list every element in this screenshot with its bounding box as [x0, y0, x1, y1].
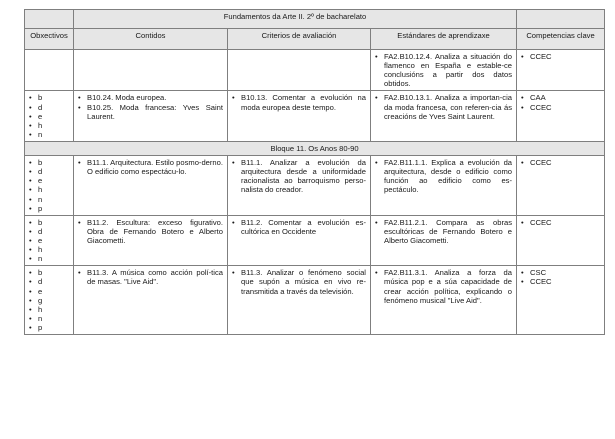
standard-text: • FA2.B11.3.1. Analiza a forza da música pop e a súa capacidade de crear acción política, explicando o fenómeno musical "Live Aid". [375, 268, 512, 304]
objective-item: • e [29, 112, 69, 121]
header-contents: Contidos [74, 29, 228, 50]
standard-list [375, 52, 512, 88]
criterion-cell [228, 156, 371, 216]
table-row [25, 156, 605, 216]
header-criteria: Criterios de avaliación [228, 29, 371, 50]
standard-cell [371, 50, 517, 91]
competence-cell [517, 215, 605, 266]
competence-item: • CSC [521, 268, 600, 277]
objective-cell [25, 156, 74, 216]
criterion-list [232, 158, 366, 194]
objective-cell [25, 215, 74, 266]
block-title: Bloque 11. Os Anos 80-90 [25, 141, 605, 155]
table-row [25, 50, 605, 91]
table-title: Fundamentos da Arte II. 2º de bacharelato [74, 10, 517, 29]
objective-item: • h [29, 185, 69, 194]
competence-cell [517, 50, 605, 91]
objective-item: • h [29, 305, 69, 314]
criterion-item: • B11.1. Analizar a evolución da arquitectura desde a uniformidade racionalista ao barroquismo perso-nalista do creador. [232, 158, 366, 194]
objective-item: • b [29, 93, 69, 102]
header-standards: Estándares de aprendizaxe [371, 29, 517, 50]
objective-item: • e [29, 236, 69, 245]
objective-item: • n [29, 130, 69, 139]
competence-cell [517, 91, 605, 142]
objective-item: • p [29, 204, 69, 213]
objective-item: • e [29, 287, 69, 296]
competence-list [521, 93, 600, 111]
objective-item: • e [29, 176, 69, 185]
objective-list [29, 218, 69, 264]
objective-cell [25, 91, 74, 142]
content-list [78, 93, 223, 120]
standard-cell [371, 266, 517, 335]
criterion-cell [228, 215, 371, 266]
standard-text: • FA2.B10.13.1. Analiza a importan-cia da moda francesa, con referen-cia ás creacións de Yves Saint Laurent. [375, 93, 512, 120]
objective-item: • d [29, 167, 69, 176]
criterion-item: • B10.13. Comentar a evolución na moda europea deste tempo. [232, 93, 366, 111]
competence-cell [517, 266, 605, 335]
competence-item: • CAA [521, 93, 600, 102]
table-body-block-11 [25, 156, 605, 335]
content-cell [74, 50, 228, 91]
header-objectives: Obxectivos [25, 29, 74, 50]
criterion-cell [228, 266, 371, 335]
content-cell [74, 215, 228, 266]
objective-cell [25, 50, 74, 91]
standard-list [375, 158, 512, 194]
objective-item: • b [29, 158, 69, 167]
criterion-item: • B11.2. Comentar a evolución es-cultórica en Occidente [232, 218, 366, 236]
competence-cell [517, 156, 605, 216]
standard-list [375, 218, 512, 245]
criterion-list [232, 268, 366, 295]
empty-corner-cell [25, 10, 74, 29]
objective-item: • n [29, 195, 69, 204]
table-body-block-10 [25, 50, 605, 142]
standard-cell [371, 156, 517, 216]
content-list [78, 218, 223, 245]
competence-item: • CCEC [521, 218, 600, 227]
content-item: • B10.24. Moda europea. [78, 93, 223, 102]
standard-text: • FA2.B11.1.1. Explica a evolución da arquitectura, desde o edificio como función ao edificio como es-pectáculo. [375, 158, 512, 194]
competence-item: • CCEC [521, 52, 600, 61]
competence-item: • CCEC [521, 103, 600, 112]
criterion-cell [228, 50, 371, 91]
competence-list [521, 158, 600, 167]
curriculum-table [24, 9, 605, 335]
objective-item: • p [29, 323, 69, 332]
objective-item: • d [29, 277, 69, 286]
header-competences: Competencias clave [517, 29, 605, 50]
table-row [25, 266, 605, 335]
content-list [78, 268, 223, 286]
competence-item: • CCEC [521, 277, 600, 286]
standard-text: • FA2.B11.2.1. Compara as obras escultóricas de Fernando Botero e Alberto Giacometti. [375, 218, 512, 245]
content-item: • B11.1. Arquitectura. Estilo posmo-derno. O edificio como espectácu-lo. [78, 158, 223, 176]
criterion-list [232, 93, 366, 111]
criterion-cell [228, 91, 371, 142]
criterion-list [232, 218, 366, 236]
criterion-item: • B11.3. Analizar o fenómeno social que supón a música en vivo re-transmitida a través da televisión. [232, 268, 366, 295]
objective-list [29, 93, 69, 139]
competence-list [521, 52, 600, 61]
competence-list [521, 268, 600, 286]
objective-item: • d [29, 227, 69, 236]
content-item: • B10.25. Moda francesa: Yves Saint Laurent. [78, 103, 223, 121]
content-cell [74, 156, 228, 216]
content-item: • B11.2. Escultura: exceso figurativo. Obra de Fernando Botero e Alberto Giacometti. [78, 218, 223, 245]
objective-item: • h [29, 121, 69, 130]
standard-list [375, 93, 512, 120]
table-row [25, 215, 605, 266]
objective-item: • n [29, 254, 69, 263]
empty-corner-cell [517, 10, 605, 29]
objective-item: • n [29, 314, 69, 323]
objective-item: • g [29, 296, 69, 305]
content-list [78, 158, 223, 176]
objective-cell [25, 266, 74, 335]
standard-list [375, 268, 512, 304]
objective-item: • h [29, 245, 69, 254]
objective-item: • b [29, 218, 69, 227]
competence-list [521, 218, 600, 227]
competence-item: • CCEC [521, 158, 600, 167]
content-cell [74, 266, 228, 335]
content-item: • B11.3. A música como acción polí-tica de masas. "Live Aid". [78, 268, 223, 286]
content-cell [74, 91, 228, 142]
standard-cell [371, 215, 517, 266]
objective-item: • b [29, 268, 69, 277]
table-row [25, 91, 605, 142]
standard-text: • FA2.B10.12.4. Analiza a situación do flamenco en España e estable-ce conclusións a partir dos datos obtidos. [375, 52, 512, 88]
objective-item: • d [29, 103, 69, 112]
objective-list [29, 268, 69, 332]
objective-list [29, 158, 69, 213]
standard-cell [371, 91, 517, 142]
